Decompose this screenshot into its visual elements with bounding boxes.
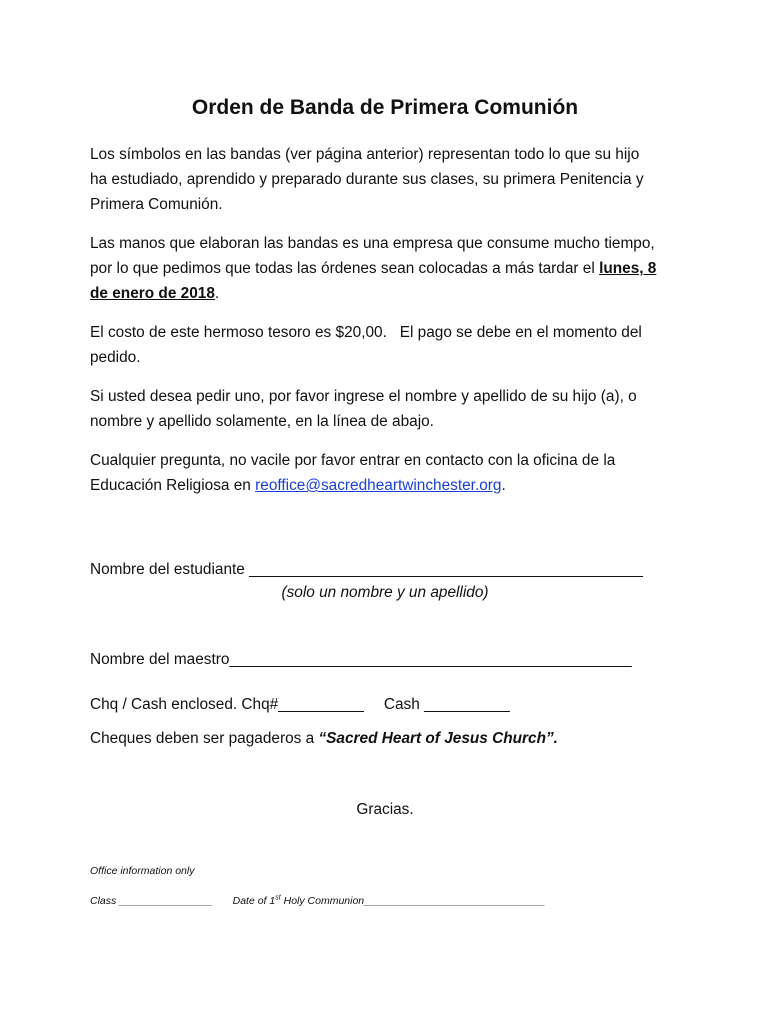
teacher-name-blank[interactable]: _______________________________________________ [229,651,632,668]
paragraph-line [90,256,690,281]
cheque-number-blank[interactable]: __________ [278,696,364,713]
paragraph-contact [90,448,690,498]
paragraph-line: Si usted desea pedir uno, por favor ingrese el nombre y apellido de su hijo (a), o [90,388,637,405]
paragraph-line: El costo de este hermoso tesoro es $20,00. El pago se debe en el momento del [90,324,642,341]
paragraph-deadline [90,231,690,306]
cash-amount-blank[interactable]: __________ [424,696,510,713]
office-fields [90,894,545,908]
office-heading: Office information only [90,865,195,877]
paragraph-text: por lo que pedimos que todas las órdenes sean colocadas a más tardar el [90,260,600,277]
student-name-field[interactable] [90,559,643,581]
student-name-note [0,582,770,604]
payment-label: Chq / Cash enclosed. Chq# [90,696,279,713]
paragraph-line: pedido. [90,349,141,366]
paragraph-instructions [90,384,690,434]
class-label: Class [90,895,120,907]
paragraph-line: Las manos que elaboran las bandas es una empresa que consume mucho tiempo, [90,235,655,252]
contact-email-link[interactable]: reoffice@sacredheartwinchester.org [255,477,502,494]
communion-date-blank[interactable]: _______________________________ [364,895,546,907]
teacher-name-label: Nombre del maestro [90,651,230,668]
teacher-name-field[interactable] [90,649,632,671]
deadline-date-part2: de enero de 2018 [90,285,215,302]
student-name-blank[interactable]: ______________________________________________ [249,561,643,578]
communion-date-label: Date of 1 [232,895,276,907]
payable-name: “Sacred Heart of Jesus Church”. [318,730,558,747]
paragraph-text: Educación Religiosa en [90,477,256,494]
paragraph-line: Los símbolos en las bandas (ver página anterior) representan todo lo que su hijo [90,146,640,163]
student-name-note-text: (solo un nombre y un apellido) [281,584,489,601]
deadline-date-part1: lunes, 8 [599,260,657,277]
paragraph-line: Cualquier pregunta, no vacile por favor entrar en contacto con la oficina de la [90,452,616,469]
paragraph-cost [90,320,690,370]
paragraph-line [90,281,690,306]
thanks-text: Gracias. [356,801,414,818]
paragraph-line: Primera Comunión. [90,196,223,213]
payable-line [90,728,558,750]
paragraph-line [90,473,690,498]
payable-prefix: Cheques deben ser pagaderos a [90,730,319,747]
paragraph-line: nombre y apellido solamente, en la línea de abajo. [90,413,434,430]
paragraph-text: . [214,285,220,302]
communion-date-label-suffix: Holy Communion [280,895,365,907]
cash-label: Cash [383,696,425,713]
document-title: Orden de Banda de Primera Comunión [191,96,579,119]
paragraph-text: . [501,477,506,494]
student-name-label: Nombre del estudiante [90,561,250,578]
paragraph-symbols [90,142,690,217]
paragraph-line: ha estudiado, aprendido y preparado durante sus clases, su primera Penitencia y [90,171,644,188]
ordinal-suffix: st [275,894,281,902]
payment-field[interactable] [90,694,510,716]
class-blank[interactable]: ________________ [119,895,213,907]
